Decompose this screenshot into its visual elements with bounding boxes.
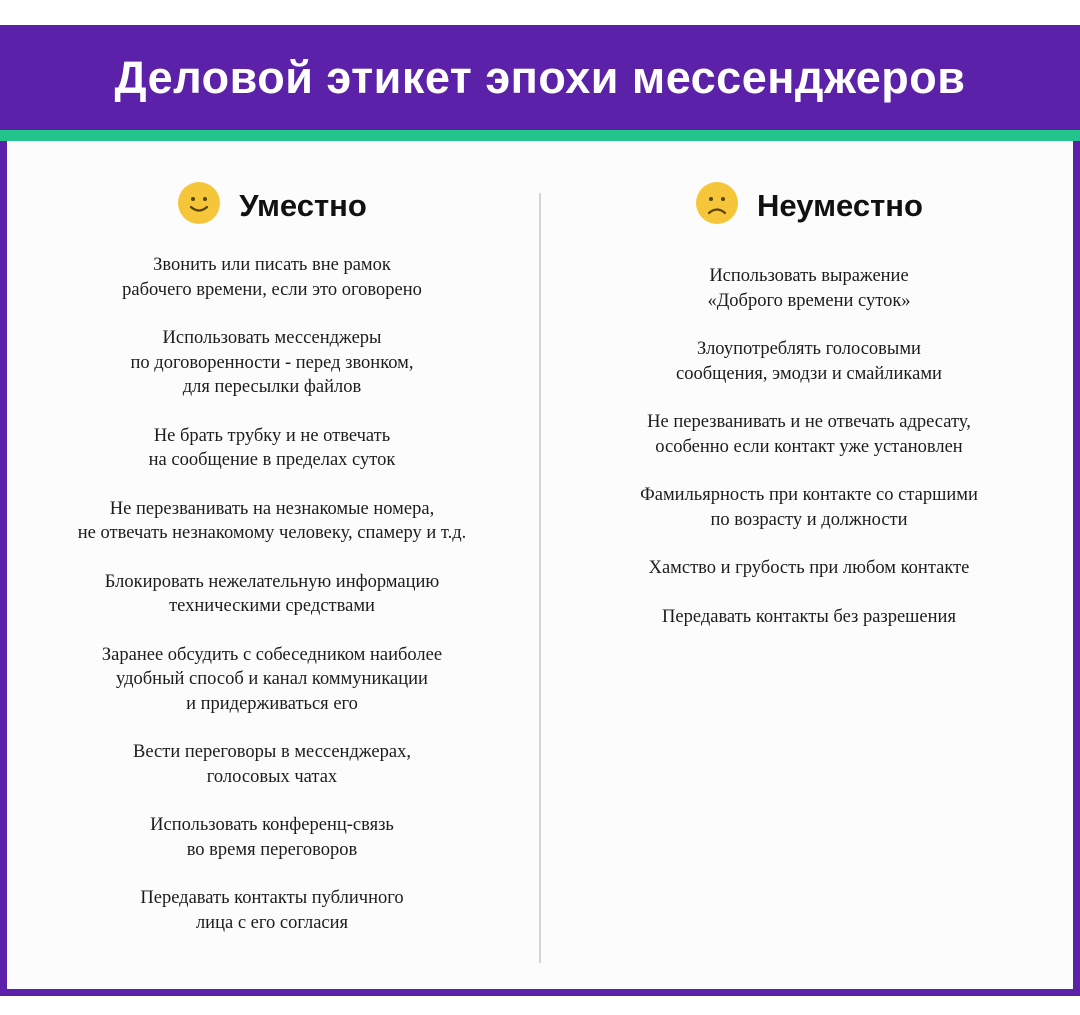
list-item: Не перезванивать и не отвечать адресату, особенно если контакт уже установлен [647, 412, 971, 457]
list-item: Использовать выражение «Доброго времени суток» [707, 266, 911, 311]
accent-stripe [0, 130, 1080, 141]
appropriate-header [22, 181, 522, 230]
infographic-frame [0, 25, 1080, 996]
frowning-face-icon [695, 181, 739, 230]
list-item: Злоупотреблять голосовыми сообщения, эмодзи и смайликами [676, 339, 942, 384]
page-title: Деловой этикет эпохи мессенджеров [114, 51, 966, 103]
list-item: Передавать контакты публичного лица с его согласия [140, 888, 404, 933]
list-item: Фамильярность при контакте со старшими по возрасту и должности [640, 485, 978, 530]
list-item: Заранее обсудить с собеседником наиболее удобный способ и канал коммуникации и придерживаться его [101, 644, 443, 714]
inappropriate-header [559, 181, 1059, 230]
inappropriate-title: Неуместно [757, 187, 923, 223]
list-item: Хамство и грубость при любом контакте [648, 558, 970, 578]
smiling-face-icon [177, 181, 221, 230]
list-item: Блокировать нежелательную информацию техническими средствами [104, 571, 440, 616]
content-panel [7, 141, 1073, 989]
list-item: Вести переговоры в мессенджерах, голосовых чатах [133, 742, 411, 787]
list-item: Не брать трубку и не отвечать на сообщение в пределах суток [148, 425, 396, 470]
header [0, 25, 1080, 130]
appropriate-list [22, 253, 522, 959]
list-item: Не перезванивать на незнакомые номера, не отвечать незнакомому человеку, спамеру и т.д. [77, 498, 467, 543]
appropriate-title: Уместно [239, 187, 367, 223]
list-item: Звонить или писать вне рамок рабочего времени, если это оговорено [122, 255, 422, 300]
list-item: Передавать контакты без разрешения [662, 606, 956, 627]
list-item: Использовать мессенджеры по договоренности - перед звонком, для пересылки файлов [130, 328, 414, 397]
column-divider [539, 193, 541, 963]
inappropriate-list [559, 264, 1059, 653]
list-item: Использовать конференц-связь во время переговоров [150, 815, 394, 860]
